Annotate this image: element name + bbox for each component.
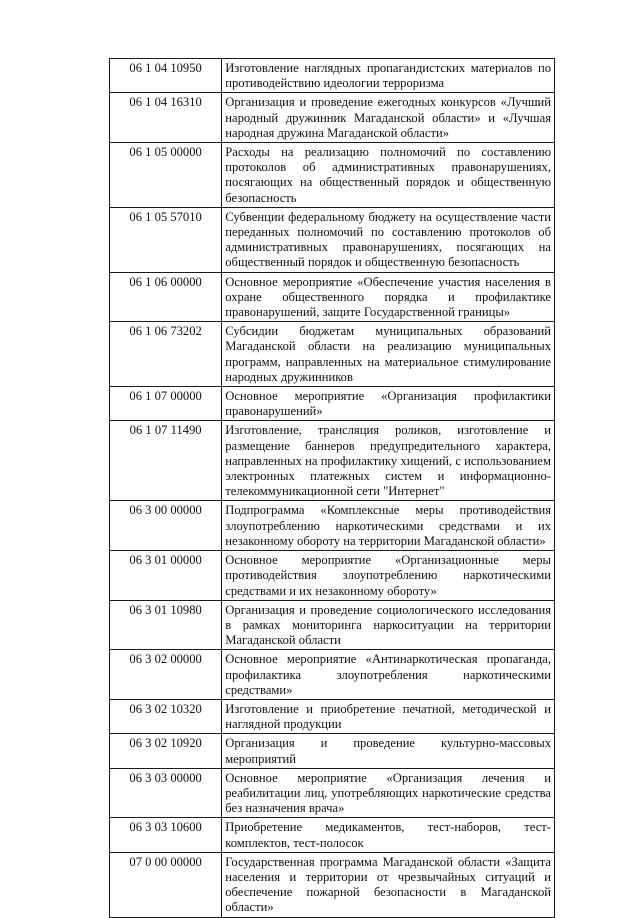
classification-code: 06 3 03 00000: [110, 768, 222, 818]
item-description: Подпрограмма «Комплексные меры противодействия злоупотреблению наркотическими средствами и их незаконному обороту на территории Магаданской области»: [222, 501, 555, 551]
item-description: Приобретение медикаментов, тест-наборов, тест-комплектов, тест-полосок: [222, 818, 555, 852]
item-description: Изготовление и приобретение печатной, методической и наглядной продукции: [222, 699, 555, 733]
classification-code: 06 1 07 11490: [110, 421, 222, 501]
classification-code: 06 3 01 10980: [110, 600, 222, 650]
table-row: [110, 650, 555, 700]
classification-code: 06 3 02 10320: [110, 699, 222, 733]
table-row: [110, 699, 555, 733]
classification-code: 06 1 05 00000: [110, 143, 222, 208]
table-row: [110, 207, 555, 272]
classification-code: 06 1 07 00000: [110, 387, 222, 421]
item-description: Основное мероприятие «Организация профилактики правонарушений»: [222, 387, 555, 421]
table-row: [110, 501, 555, 551]
table-row: [110, 600, 555, 650]
classification-code: 06 3 02 00000: [110, 650, 222, 700]
classification-code: 06 1 06 00000: [110, 272, 222, 322]
table-row: [110, 551, 555, 601]
item-description: Организация и проведение ежегодных конкурсов «Лучший народный дружинник Магаданской области» и «Лучшая народная дружина Магаданской области»: [222, 93, 555, 143]
classification-code: 07 0 00 00000: [110, 852, 222, 917]
item-description: Изготовление наглядных пропагандистских материалов по противодействию идеологии терроризма: [222, 59, 555, 93]
table-row: [110, 768, 555, 818]
item-description: Основное мероприятие «Организация лечения и реабилитации лиц, употребляющих наркотические средства без назначения врача»: [222, 768, 555, 818]
item-description: Организация и проведение социологического исследования в рамках мониторинга наркоситуации на территории Магаданской области: [222, 600, 555, 650]
table-row: [110, 734, 555, 768]
table-row: [110, 387, 555, 421]
table-row: [110, 143, 555, 208]
classification-code: 06 1 06 73202: [110, 322, 222, 387]
item-description: Расходы на реализацию полномочий по составлению протоколов об административных правонарушениях, посягающих на общественный порядок и общественную безопасность: [222, 143, 555, 208]
item-description: Основное мероприятие «Антинаркотическая пропаганда, профилактика злоупотребления наркотическими средствами»: [222, 650, 555, 700]
table-row: [110, 852, 555, 917]
table-row: [110, 272, 555, 322]
classification-code: 06 1 05 57010: [110, 207, 222, 272]
item-description: Субвенции федеральному бюджету на осуществление части переданных полномочий по составлению протоколов об административных правонарушениях, посягающих на общественный порядок и общественную безопасность: [222, 207, 555, 272]
classification-code: 06 3 00 00000: [110, 501, 222, 551]
budget-classification-table: [109, 58, 555, 918]
item-description: Субсидии бюджетам муниципальных образований Магаданской области на реализацию муниципальных программ, направленных на материальное стимулирование народных дружинников: [222, 322, 555, 387]
table-row: [110, 818, 555, 852]
item-description: Организация и проведение культурно-массовых мероприятий: [222, 734, 555, 768]
classification-code: 06 1 04 10950: [110, 59, 222, 93]
classification-code: 06 3 02 10920: [110, 734, 222, 768]
table-row: [110, 59, 555, 93]
classification-code: 06 1 04 16310: [110, 93, 222, 143]
item-description: Основное мероприятие «Обеспечение участия населения в охране общественного порядка и профилактике правонарушений, защите Государственной границы»: [222, 272, 555, 322]
item-description: Изготовление, трансляция роликов, изготовление и размещение баннеров предупредительного характера, направленных на профилактику хищений, с использованием электронных платежных систем и информационно-телекоммуникационной сети "Интернет": [222, 421, 555, 501]
table-row: [110, 322, 555, 387]
item-description: Государственная программа Магаданской области «Защита населения и территории от чрезвычайных ситуаций и обеспечение пожарной безопасности в Магаданской области»: [222, 852, 555, 917]
table-row: [110, 421, 555, 501]
table-row: [110, 93, 555, 143]
classification-code: 06 3 03 10600: [110, 818, 222, 852]
item-description: Основное мероприятие «Организационные меры противодействия злоупотреблению наркотическими средствами и их незаконному обороту»: [222, 551, 555, 601]
classification-code: 06 3 01 00000: [110, 551, 222, 601]
